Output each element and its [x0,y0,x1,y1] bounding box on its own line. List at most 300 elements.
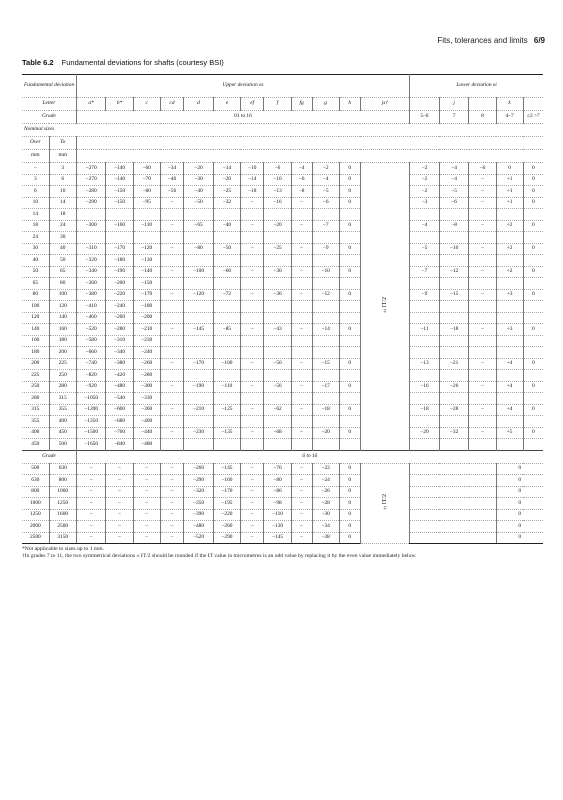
table-cell: −140 [106,174,133,186]
table-cell [312,370,339,382]
table-cell [410,232,440,244]
table-cell [213,301,240,313]
table-cell: −80 [184,243,214,255]
table-cell: −145 [184,324,214,336]
table-cell [240,278,263,290]
table-cell [523,335,543,347]
table-cell [469,393,496,405]
table-cell: 0 [496,521,543,533]
table-cell: 630 [22,475,49,487]
table-row [22,163,543,175]
table-cell: −6 [312,197,339,209]
table-cell [184,416,214,428]
table-cell: 500 [49,439,76,451]
table-cell: 0 [496,509,543,521]
table-cell [469,335,496,347]
table-cell [291,232,312,244]
table-cell: −190 [184,381,214,393]
table-cell: −210 [133,324,160,336]
table-cell: 0 [523,163,543,175]
table-cell: – [469,358,496,370]
table-cell: −26 [312,486,339,498]
table-cell: – [22,163,49,175]
table-cell: −110 [133,220,160,232]
table-cell: 80 [22,289,49,301]
table-cell [339,232,360,244]
table-cell: – [160,381,183,393]
table-cell [496,416,523,428]
table-cell: – [469,289,496,301]
upper-deviation-label: Upper deviation es [76,75,409,98]
table-cell: – [291,243,312,255]
table-cell: −80 [264,475,291,487]
table-cell: −200 [133,312,160,324]
table-row [22,278,543,290]
table-cell: – [469,197,496,209]
table-cell: −8 [439,220,469,232]
table-cell: 0 [339,358,360,370]
table-cell: – [240,220,263,232]
table-cell: −12 [312,289,339,301]
table-cell [133,209,160,221]
table-cell: −760 [106,427,133,439]
table-cell [410,393,440,405]
table-cell: – [133,521,160,533]
table-cell: 100 [49,289,76,301]
table-cell [291,370,312,382]
table-cell: 14 [49,197,76,209]
fundamental-deviation-label: Fundamental deviation [22,75,76,98]
table-cell: – [291,381,312,393]
table-row [22,301,543,313]
grade-range-2: 6 to 16 [76,450,543,463]
table-cell: 0 [339,427,360,439]
table-cell: −7 [410,266,440,278]
table-cell: −300 [133,381,160,393]
table-cell: – [160,521,183,533]
table-cell: −220 [106,289,133,301]
table-cell [264,209,291,221]
table-cell [291,301,312,313]
table-cell [291,255,312,267]
table-cell: – [106,463,133,475]
letter-cell [410,98,440,111]
table-cell: −230 [133,335,160,347]
table-cell: – [240,243,263,255]
table-cell: – [240,475,263,487]
table-cell [439,232,469,244]
table-cell: – [469,243,496,255]
table-cell: – [469,266,496,278]
table-cell: −12 [439,266,469,278]
table-cell: – [133,486,160,498]
table-cell: −20 [264,220,291,232]
table-cell [339,312,360,324]
table-cell: −40 [184,186,214,198]
table-cell: −21 [439,358,469,370]
table-cell: 0 [339,174,360,186]
table-cell: +1 [496,186,523,198]
table-cell: −2 [410,163,440,175]
table-cell [439,312,469,324]
table-cell: −17 [312,381,339,393]
table-cell: −135 [213,427,240,439]
table-cell: −200 [106,278,133,290]
table-cell: – [291,324,312,336]
table-cell: −1200 [76,404,106,416]
table-cell [496,209,523,221]
table-cell [469,416,496,428]
table-cell: −46 [160,174,183,186]
table-cell [264,301,291,313]
table-cell: 65 [49,266,76,278]
table-cell: −10 [240,163,263,175]
table-cell: −25 [213,186,240,198]
table-cell [523,347,543,359]
table-cell: – [240,404,263,416]
table-cell [160,347,183,359]
table-cell [160,232,183,244]
table-cell: 50 [22,266,49,278]
table-cell: −180 [106,255,133,267]
table-cell [160,439,183,451]
table-body [22,75,543,544]
table-cell: −240 [106,301,133,313]
table-cell: −7 [312,220,339,232]
table-cell [339,209,360,221]
table-cell: – [291,463,312,475]
table-cell: −240 [133,347,160,359]
table-cell [213,278,240,290]
table-cell [184,232,214,244]
table-cell: −50 [264,358,291,370]
table-cell: −300 [76,220,106,232]
grade-lower-3: 4–7 [496,111,523,124]
table-cell: −340 [106,347,133,359]
table-cell [160,209,183,221]
table-cell: −140 [106,163,133,175]
table-cell: – [240,521,263,533]
table-cell: −580 [76,335,106,347]
table-row [22,381,543,393]
table-cell: 315 [22,404,49,416]
table-cell: −740 [76,358,106,370]
table-cell: 30 [49,232,76,244]
table-cell: −43 [264,324,291,336]
table-cell [410,370,440,382]
table-cell: 10 [22,197,49,209]
table-cell: 225 [22,370,49,382]
table-cell: 2500 [49,521,76,533]
table-cell: −190 [106,266,133,278]
table-cell [160,335,183,347]
table-cell: – [133,475,160,487]
table-cell: −6 [469,163,496,175]
table-cell: −18 [312,404,339,416]
table-cell [184,335,214,347]
table-cell: – [106,521,133,533]
table-cell: +3 [496,289,523,301]
table-row [22,209,543,221]
table-cell: 0 [339,197,360,209]
table-cell: 0 [339,243,360,255]
table-cell: 0 [339,289,360,301]
table-cell [264,416,291,428]
table-cell: −16 [264,197,291,209]
table-cell: −120 [133,243,160,255]
table-row [22,370,543,382]
table-cell: – [240,427,263,439]
letter-row [22,98,543,111]
table-cell: −145 [264,532,291,544]
table-cell: 140 [49,312,76,324]
table-cell: +1 [496,197,523,209]
table-cell: – [76,498,106,510]
table-cell [339,393,360,405]
table-cell [523,370,543,382]
table-cell [264,393,291,405]
footnote-1: *Not applicable to sizes up to 1 mm. [22,546,105,552]
table-cell: – [240,532,263,544]
table-cell: 1600 [49,509,76,521]
table-cell: – [76,521,106,533]
grade-upper: 01 to 16 [76,111,409,124]
table-cell [339,301,360,313]
table-cell: 400 [22,427,49,439]
table-cell: 0 [339,266,360,278]
table-cell: – [160,324,183,336]
table-cell: – [106,509,133,521]
table-cell [160,255,183,267]
table-cell [469,301,496,313]
unit-row [22,150,543,163]
table-cell [439,393,469,405]
table-caption [22,58,224,67]
table-cell: −100 [184,266,214,278]
table-cell [439,255,469,267]
table-cell: −170 [106,243,133,255]
table-cell [213,232,240,244]
table-cell: – [160,427,183,439]
table-cell: 800 [49,475,76,487]
table-cell: −6 [439,197,469,209]
table-cell: 0 [496,475,543,487]
table-label: Table 6.2 [22,58,54,67]
table-cell: – [291,266,312,278]
table-cell: – [76,532,106,544]
table-cell [496,370,523,382]
table-cell: −62 [264,404,291,416]
table-cell: – [291,498,312,510]
table-cell: 0 [339,532,360,544]
table-cell: −145 [213,463,240,475]
table-cell [240,255,263,267]
table-cell: −30 [264,266,291,278]
table-cell [264,255,291,267]
table-cell: −28 [312,498,339,510]
table-cell: −840 [106,439,133,451]
table-cell: 160 [49,324,76,336]
table-cell: −260 [213,521,240,533]
table-cell [339,370,360,382]
table-cell [410,347,440,359]
table-cell: −160 [106,220,133,232]
table-row [22,255,543,267]
table-cell: – [469,427,496,439]
table-cell: −520 [184,532,214,544]
table-cell [240,312,263,324]
table-cell: −32 [439,427,469,439]
table-cell [339,255,360,267]
table-cell [160,370,183,382]
table-cell [410,416,440,428]
table-cell: −130 [264,521,291,533]
table-cell: – [160,243,183,255]
table-cell: −380 [106,358,133,370]
table-cell: – [240,509,263,521]
table-cell: – [160,220,183,232]
table-cell [264,439,291,451]
table-cell [213,312,240,324]
letter-cell: h [339,98,360,111]
table-row [22,174,543,186]
table-cell: 800 [22,486,49,498]
grade-row-2 [22,450,543,463]
table-cell [410,335,440,347]
table-cell: −360 [133,404,160,416]
table-cell: −20 [184,163,214,175]
table-row [22,439,543,451]
table-cell: −195 [213,498,240,510]
table-cell: −480 [106,381,133,393]
table-cell: – [291,358,312,370]
table-cell [184,347,214,359]
table-cell: −310 [106,335,133,347]
table-row [22,404,543,416]
table-cell [410,439,440,451]
table-cell: −600 [106,404,133,416]
table-cell: −60 [133,163,160,175]
table-cell: −360 [76,278,106,290]
table-cell: −65 [184,220,214,232]
table-cell: 0 [496,463,543,475]
table-cell: 6 [22,186,49,198]
table-cell: 0 [339,220,360,232]
table-cell: 630 [49,463,76,475]
table-cell: −32 [213,197,240,209]
table-cell: – [160,486,183,498]
letter-cell: k [496,98,523,111]
table-cell [160,312,183,324]
table-cell: −330 [133,393,160,405]
table-cell [184,393,214,405]
table-cell: −95 [133,197,160,209]
table-cell: 0 [523,220,543,232]
table-cell [523,232,543,244]
table-cell: – [240,381,263,393]
table-cell: −460 [76,312,106,324]
table-cell: −15 [439,289,469,301]
table-row [22,486,543,498]
unit-mm-over: mm [22,150,49,163]
table-cell [312,347,339,359]
table-cell: −6 [291,174,312,186]
table-cell: 250 [22,381,49,393]
table-cell: – [240,266,263,278]
table-cell: 0 [523,289,543,301]
table-cell: −4 [439,174,469,186]
table-cell: – [106,475,133,487]
grade-row [22,111,543,124]
table-cell: −72 [213,289,240,301]
table-cell: 30 [22,243,49,255]
table-cell: – [160,289,183,301]
table-cell [469,439,496,451]
table-cell: – [291,404,312,416]
table-cell: −13 [410,358,440,370]
letter-cell: fg [291,98,312,111]
table-cell: – [240,486,263,498]
table-cell: −410 [76,301,106,313]
table-cell: −70 [133,174,160,186]
table-cell: −440 [133,427,160,439]
table-cell: – [469,174,496,186]
table-cell: −390 [184,509,214,521]
table-cell: −1500 [76,427,106,439]
table-cell: 225 [49,358,76,370]
table-cell: −820 [76,370,106,382]
table-cell: 6 [49,174,76,186]
table-cell: −4 [312,174,339,186]
table-cell [240,393,263,405]
table-cell: 0 [496,532,543,544]
table-row [22,416,543,428]
table-cell [213,370,240,382]
table-cell: −16 [410,381,440,393]
table-cell [184,439,214,451]
table-cell [496,439,523,451]
table-cell [469,255,496,267]
table-row [22,463,543,475]
table-cell: −260 [133,358,160,370]
table-cell [339,416,360,428]
table-cell: −150 [133,278,160,290]
table-cell: 24 [22,232,49,244]
table-cell: 500 [22,463,49,475]
table-cell: −30 [184,174,214,186]
table-cell: −170 [184,358,214,370]
table-cell: −480 [184,521,214,533]
table-cell: −320 [76,255,106,267]
table-cell: −260 [106,312,133,324]
table-cell: – [106,498,133,510]
table-row [22,347,543,359]
table-row [22,186,543,198]
table-cell: 24 [49,220,76,232]
grade-lower-1: 7 [439,111,469,124]
js-note-text-2: ±IT/2 [381,493,388,511]
table-cell [410,278,440,290]
table-cell [213,347,240,359]
table-cell [291,312,312,324]
table-cell: −20 [410,427,440,439]
table-cell: 10 [49,186,76,198]
running-head-section: Fits, tolerances and limits [437,36,528,45]
table-cell [439,347,469,359]
table-cell: 0 [523,266,543,278]
table-cell: 40 [22,255,49,267]
table-cell [312,278,339,290]
